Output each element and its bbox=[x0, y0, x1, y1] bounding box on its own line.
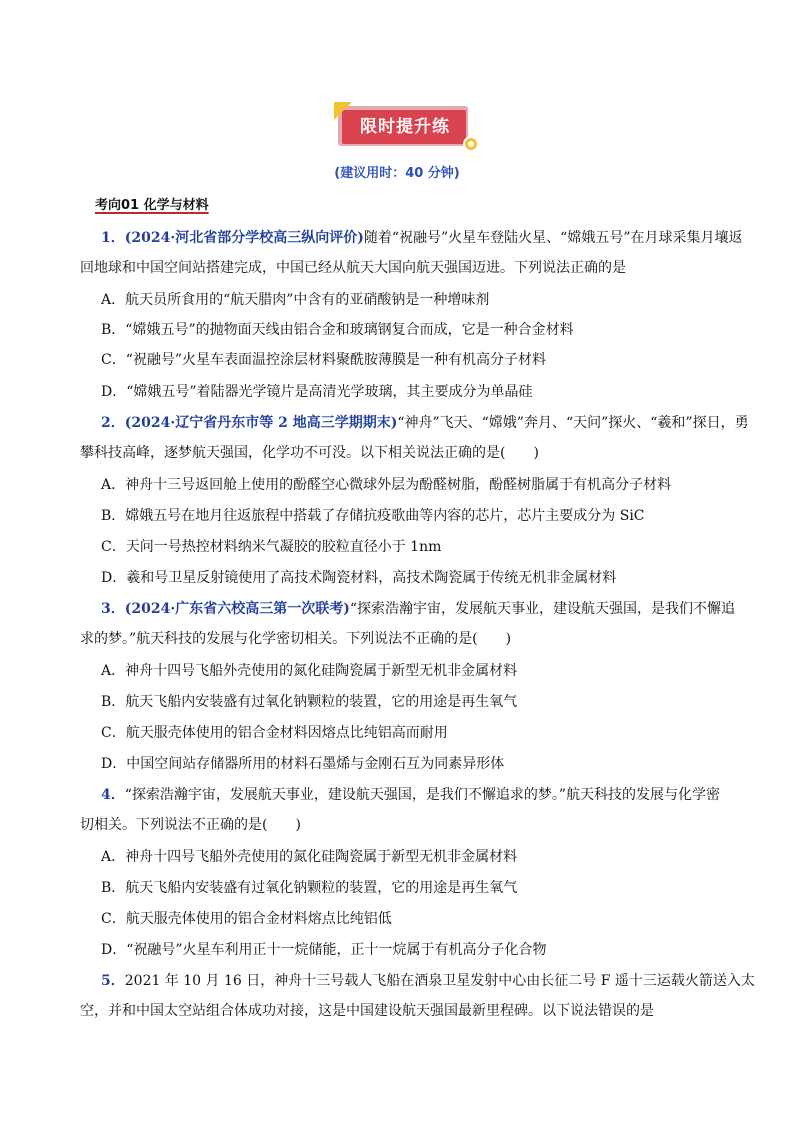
question-1-line-2: 回地球和中国空间站搭建完成，中国已经从航天大国向航天强国迈进。下列说法正确的是 bbox=[80, 260, 626, 276]
question-4-line-2: 切相关。下列说法不正确的是( ) bbox=[80, 817, 301, 833]
question-1-option-d: D．“嫦娥五号”着陆器光学镜片是高清光学玻璃，其主要成分为单晶硅 bbox=[101, 384, 533, 400]
question-source: (2024·河北省部分学校高三纵向评价) bbox=[124, 230, 364, 246]
question-stem: 2021 年 10 月 16 日，神舟十三号载人飞船在酒泉卫星发射中心由长征二号 F 遥十三运载火箭送入太 bbox=[124, 973, 755, 989]
question-2-option-b: B．嫦娥五号在地月往返旅程中搭载了存储抗疫歌曲等内容的芯片，芯片主要成分为 SiC bbox=[101, 508, 645, 524]
banner-title: 限时提升练 bbox=[360, 117, 450, 137]
question-2-line-2: 攀科技高峰，逐梦航天强国，化学功不可没。以下相关说法正确的是( ) bbox=[80, 445, 539, 461]
question-3-option-a: A．神舟十四号飞船外壳使用的氮化硅陶瓷属于新型无机非金属材料 bbox=[101, 663, 518, 679]
question-4-option-b: B．航天飞船内安装盛有过氧化钠颗粒的装置，它的用途是再生氧气 bbox=[101, 880, 518, 896]
question-4-option-a: A．神舟十四号飞船外壳使用的氮化硅陶瓷属于新型无机非金属材料 bbox=[101, 849, 518, 865]
question-number: 3． bbox=[101, 601, 125, 617]
question-3-option-c: C．航天服壳体使用的铝合金材料因熔点比纯铝高而耐用 bbox=[101, 725, 448, 741]
question-1-option-c: C．“祝融号”火星车表面温控涂层材料聚酰胺薄膜是一种有机高分子材料 bbox=[101, 352, 547, 368]
suggested-time: (建议用时：40 分钟) bbox=[334, 166, 460, 181]
question-2-line-1 bbox=[101, 413, 749, 433]
question-stem: “探索浩瀚宇宙，发展航天事业，建设航天强国，是我们不懈追 bbox=[349, 601, 735, 617]
question-2-option-d: D．羲和号卫星反射镜使用了高技术陶瓷材料，高技术陶瓷属于传统无机非金属材料 bbox=[101, 570, 617, 586]
question-number: 5． bbox=[101, 973, 125, 989]
question-source: (2024·广东省六校高三第一次联考) bbox=[124, 601, 350, 617]
section-banner bbox=[330, 100, 480, 156]
question-1-line-1 bbox=[101, 228, 742, 248]
section-heading: 考向01 化学与材料 bbox=[95, 198, 209, 213]
question-source: (2024·辽宁省丹东市等 2 地高三学期期末) bbox=[124, 415, 398, 431]
question-5-line-2: 空，并和中国太空站组合体成功对接，这是中国建设航天强国最新里程碑。以下说法错误的是 bbox=[80, 1003, 654, 1019]
question-3-line-2: 求的梦。”航天科技的发展与化学密切相关。下列说法不正确的是( ) bbox=[80, 631, 512, 647]
question-3-option-b: B．航天飞船内安装盛有过氧化钠颗粒的装置，它的用途是再生氧气 bbox=[101, 694, 518, 710]
question-3-line-1 bbox=[101, 599, 735, 619]
question-4-option-d: D．“祝融号”火星车利用正十一烷储能，正十一烷属于有机高分子化合物 bbox=[101, 942, 547, 958]
question-number: 2． bbox=[101, 415, 125, 431]
question-4-line-1 bbox=[101, 785, 720, 805]
question-2-option-a: A．神舟十三号返回舱上使用的酚醛空心微球外层为酚醛树脂，酚醛树脂属于有机高分子材料 bbox=[101, 477, 672, 493]
question-1-option-a: A．航天员所食用的“航天腊肉”中含有的亚硝酸钠是一种增味剂 bbox=[101, 292, 490, 308]
question-stem: 随着“祝融号”火星车登陆火星、“嫦娥五号”在月球采集月壤返 bbox=[363, 230, 743, 246]
question-stem: “探索浩瀚宇宙，发展航天事业，建设航天强国，是我们不懈追求的梦。”航天科技的发展与化学密 bbox=[124, 787, 721, 803]
question-3-option-d: D．中国空间站存储器所用的材料石墨烯与金刚石互为同素异形体 bbox=[101, 756, 505, 772]
question-1-option-b: B．“嫦娥五号”的抛物面天线由铝合金和玻璃钢复合而成，它是一种合金材料 bbox=[101, 322, 574, 338]
question-stem: “神舟”飞天、“嫦娥”奔月、“天问”探火、“羲和”探日，勇 bbox=[397, 415, 749, 431]
question-number: 1． bbox=[101, 230, 125, 246]
question-5-line-1 bbox=[101, 971, 755, 991]
question-number: 4． bbox=[101, 787, 125, 803]
question-2-option-c: C．天问一号热控材料纳米气凝胶的胶粒直径小于 1nm bbox=[101, 539, 442, 555]
question-4-option-c: C．航天服壳体使用的铝合金材料熔点比纯铝低 bbox=[101, 911, 392, 927]
